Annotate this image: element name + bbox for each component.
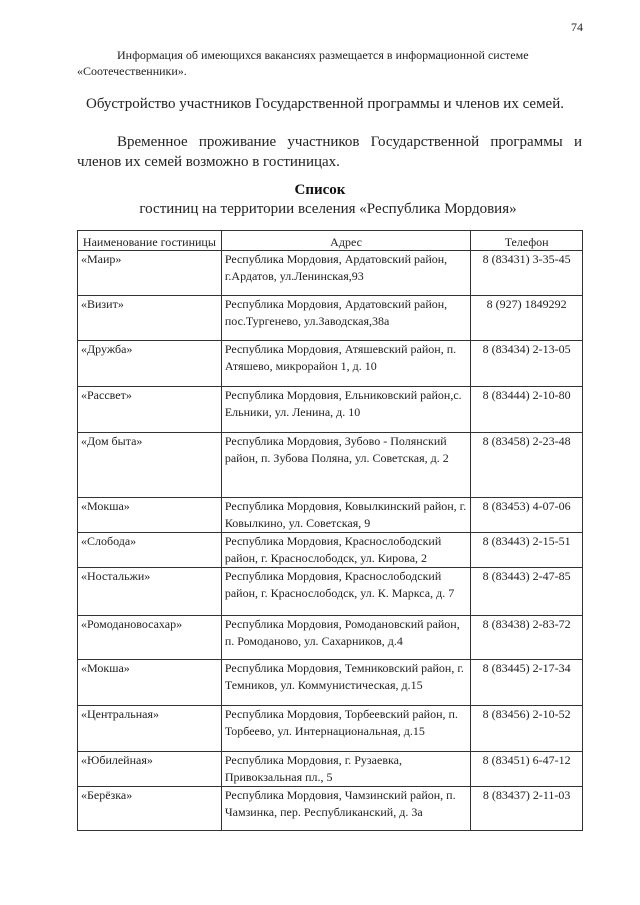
hotel-phone: 8 (83438) 2-83-72 bbox=[471, 616, 583, 660]
hotel-address: Республика Мордовия, Краснослободский район, г. Краснослободск, ул. Кирова, 2 bbox=[221, 533, 470, 568]
hotel-address: Республика Мордовия, Зубово - Полянский район, п. Зубова Поляна, ул. Советская, д. 2 bbox=[221, 433, 470, 498]
table-row bbox=[78, 533, 583, 568]
table-row bbox=[78, 387, 583, 433]
table-row bbox=[78, 706, 583, 752]
table-row bbox=[78, 433, 583, 498]
hotel-phone: 8 (83456) 2-10-52 bbox=[471, 706, 583, 752]
hotel-address: Республика Мордовия, Краснослободский район, г. Краснослободск, ул. К. Маркса, д. 7 bbox=[221, 568, 470, 616]
hotel-name: «Слобода» bbox=[78, 533, 222, 568]
table-row bbox=[78, 752, 583, 787]
page-number: 74 bbox=[571, 20, 583, 34]
hotel-phone: 8 (83431) 3-35-45 bbox=[471, 251, 583, 296]
hotel-phone: 8 (83451) 6-47-12 bbox=[471, 752, 583, 787]
hotel-name: «Дом быта» bbox=[78, 433, 222, 498]
table-row bbox=[78, 787, 583, 831]
hotels-table bbox=[77, 230, 583, 831]
hotel-phone: 8 (83453) 4-07-06 bbox=[471, 498, 583, 533]
hotel-phone: 8 (83444) 2-10-80 bbox=[471, 387, 583, 433]
section-heading: Обустройство участников Государственной программы и членов их семей. bbox=[86, 96, 564, 112]
header-phone: Телефон bbox=[471, 231, 583, 251]
hotel-name: «Визит» bbox=[78, 296, 222, 341]
intro-line-2: «Соотечественники». bbox=[77, 64, 187, 78]
list-subtitle: гостиниц на территории вселения «Республика Мордовия» bbox=[139, 201, 517, 217]
hotel-address: Республика Мордовия, Темниковский район, г. Темников, ул. Коммунистическая, д.15 bbox=[221, 660, 470, 706]
hotel-phone: 8 (83458) 2-23-48 bbox=[471, 433, 583, 498]
hotel-address: Республика Мордовия, Ардатовский район, пос.Тургенево, ул.Заводская,38а bbox=[221, 296, 470, 341]
hotel-address: Республика Мордовия, Ромодановский район, п. Ромоданово, ул. Сахарников, д.4 bbox=[221, 616, 470, 660]
intro-line-1: Информация об имеющихся вакансиях размещается в информационной системе bbox=[117, 48, 529, 62]
intro-paragraph bbox=[77, 47, 582, 79]
hotel-name: «Мокша» bbox=[78, 498, 222, 533]
table-row bbox=[78, 616, 583, 660]
header-address: Адрес bbox=[221, 231, 470, 251]
hotel-name: «Ромодановосахар» bbox=[78, 616, 222, 660]
body-paragraph-text: Временное проживание участников Государственной программы и членов их семей возможно в гостиницах. bbox=[77, 134, 582, 170]
hotel-address: Республика Мордовия, Ардатовский район, г.Ардатов, ул.Ленинская,93 bbox=[221, 251, 470, 296]
hotel-phone: 8 (83443) 2-47-85 bbox=[471, 568, 583, 616]
hotel-name: «Центральная» bbox=[78, 706, 222, 752]
table-row bbox=[78, 498, 583, 533]
hotel-name: «Дружба» bbox=[78, 341, 222, 387]
hotel-name: «Берёзка» bbox=[78, 787, 222, 831]
hotel-name: «Рассвет» bbox=[78, 387, 222, 433]
hotel-address: Республика Мордовия, Ковылкинский район, г. Ковылкино, ул. Советская, 9 bbox=[221, 498, 470, 533]
table-row bbox=[78, 296, 583, 341]
table-header-row bbox=[78, 231, 583, 251]
list-title: Список bbox=[294, 182, 346, 198]
hotel-name: «Мокша» bbox=[78, 660, 222, 706]
table-row bbox=[78, 660, 583, 706]
hotel-phone: 8 (83443) 2-15-51 bbox=[471, 533, 583, 568]
hotel-address: Республика Мордовия, Чамзинский район, п. Чамзинка, пер. Республиканский, д. 3а bbox=[221, 787, 470, 831]
hotel-phone: 8 (83445) 2-17-34 bbox=[471, 660, 583, 706]
body-paragraph bbox=[77, 132, 582, 172]
hotel-phone: 8 (83437) 2-11-03 bbox=[471, 787, 583, 831]
hotel-address: Республика Мордовия, Ельниковский район,с. Ельники, ул. Ленина, д. 10 bbox=[221, 387, 470, 433]
hotel-address: Республика Мордовия, г. Рузаевка, Привокзальная пл., 5 bbox=[221, 752, 470, 787]
table-row bbox=[78, 341, 583, 387]
hotel-address: Республика Мордовия, Торбеевский район, п. Торбеево, ул. Интернациональная, д.15 bbox=[221, 706, 470, 752]
table-row bbox=[78, 251, 583, 296]
hotel-phone: 8 (927) 1849292 bbox=[471, 296, 583, 341]
hotel-name: «Ностальжи» bbox=[78, 568, 222, 616]
table-row bbox=[78, 568, 583, 616]
hotel-address: Республика Мордовия, Атяшевский район, п. Атяшево, микрорайон 1, д. 10 bbox=[221, 341, 470, 387]
hotel-phone: 8 (83434) 2-13-05 bbox=[471, 341, 583, 387]
hotel-name: «Юбилейная» bbox=[78, 752, 222, 787]
hotel-name: «Маир» bbox=[78, 251, 222, 296]
header-name: Наименование гостиницы bbox=[78, 231, 222, 251]
